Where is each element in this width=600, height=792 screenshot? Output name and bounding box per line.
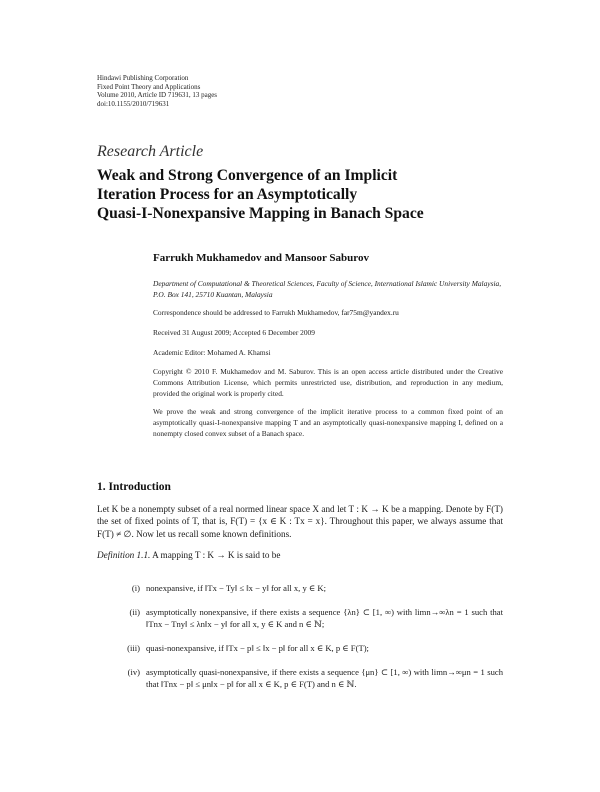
title-line: Weak and Strong Convergence of an Implicit: [97, 167, 398, 184]
item-number: (iii): [127, 643, 140, 653]
item-number: (ii): [129, 607, 140, 617]
intro-paragraph: Let K be a nonempty subset of a real normed linear space X and let T : K → K be a mapping. Denote by F(T) the set of fixed points of T, that is, F(T) = {x ∈ K : Tx = x}. Throughout this paper, we always assume that F(T) ≠ ∅. Now let us recall some known definitions.: [97, 504, 503, 539]
section-heading: 1. Introduction: [97, 481, 171, 493]
copyright-notice: Copyright © 2010 F. Mukhamedov and M. Saburov. This is an open access article distributed under the Creative Commons Attribution License, which permits unrestricted use, distribution, and reproduction in any medium, provided the original work is properly cited.: [153, 367, 503, 398]
definition: [97, 549, 503, 561]
abstract: We prove the weak and strong convergence of the implicit iterative process to a common fixed point of an asymptotically quasi-I-nonexpansive mapping T and an asymptotically quasi-nonexpansive mapping I, defined on a nonempty closed convex subset of a Banach space.: [153, 407, 503, 438]
title-line: Quasi-I-Nonexpansive Mapping in Banach Space: [97, 205, 424, 222]
email-link[interactable]: far75m@yandex.ru: [341, 308, 399, 317]
authors: Farrukh Mukhamedov and Mansoor Saburov: [153, 252, 369, 264]
item-text: quasi-nonexpansive, if ‖Tx − p‖ ≤ ‖x − p‖ for all x ∈ K, p ∈ F(T);: [146, 643, 369, 653]
volume-info: Volume 2010, Article ID 719631, 13 pages: [97, 91, 218, 99]
publisher-name: Hindawi Publishing Corporation: [97, 74, 189, 82]
affiliation: Department of Computational & Theoretical Sciences, Faculty of Science, International Islamic University Malaysia, P.O. Box 141, 25710 Kuantan, Malaysia: [153, 279, 502, 299]
item-number: (iv): [127, 667, 140, 677]
item-text: asymptotically nonexpansive, if there exists a sequence {λn} ⊂ [1, ∞) with limn→∞λn = 1 such that ‖Tnx − Tny‖ ≤ λn‖x − y‖ for all x, y ∈ K and n ∈ ℕ;: [146, 607, 503, 629]
correspondence-text: Correspondence should be addressed to Farrukh Mukhamedov,: [153, 308, 342, 317]
article-type: Research Article: [97, 143, 204, 160]
academic-editor: Academic Editor: Mohamed A. Khamsi: [153, 348, 271, 357]
doi: doi:10.1155/2010/719631: [97, 99, 170, 108]
journal-name: Fixed Point Theory and Applications: [97, 82, 201, 91]
item-text: nonexpansive, if ‖Tx − Ty‖ ≤ ‖x − y‖ for all x, y ∈ K;: [146, 583, 327, 593]
item-number: (i): [131, 583, 140, 593]
dates: Received 31 August 2009; Accepted 6 December 2009: [153, 328, 315, 337]
definition-text: A mapping T : K → K is said to be: [150, 550, 281, 560]
title-line: Iteration Process for an Asymptotically: [97, 186, 358, 203]
journal-masthead: [97, 74, 217, 108]
definition-label: Definition 1.1.: [97, 550, 151, 560]
correspondence: [153, 307, 503, 318]
paper-title: [97, 166, 517, 223]
item-text: asymptotically quasi-nonexpansive, if there exists a sequence {μn} ⊂ [1, ∞) with limn→∞μn = 1 such that ‖Tnx − p‖ ≤ μn‖x − p‖ for all x ∈ K, p ∈ F(T) and n ∈ ℕ.: [146, 667, 503, 689]
